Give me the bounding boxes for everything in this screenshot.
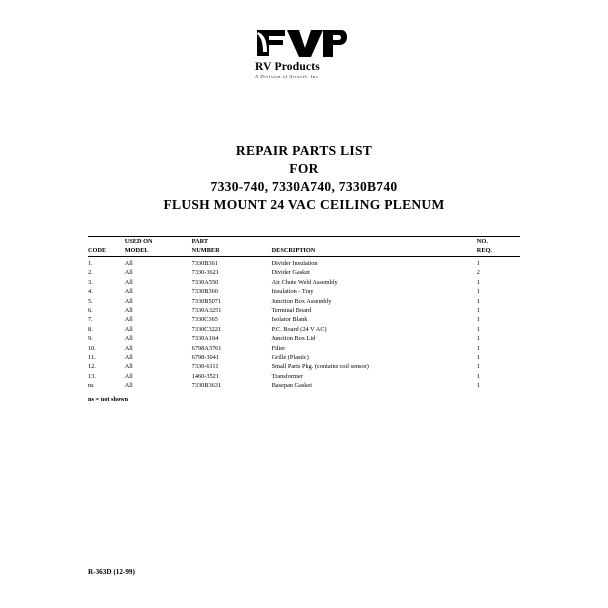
cell-model: All — [124, 363, 133, 371]
cell-quantity: 1 — [476, 288, 480, 296]
cell-code: 1. — [88, 260, 93, 267]
title-line-2: FOR — [289, 161, 319, 176]
cell-part-number: 7330B361 — [191, 260, 218, 267]
table-row — [88, 325, 520, 334]
cell-part-number: 7330A104 — [191, 335, 219, 343]
cell-code: 6. — [88, 307, 93, 315]
cell-quantity: 1 — [476, 297, 480, 305]
document-footer-code: R-363D (12-99) — [88, 568, 135, 576]
cell-model: All — [124, 325, 133, 333]
cell-quantity: 1 — [476, 344, 480, 352]
cell-model: All — [124, 288, 133, 296]
cell-model: All — [124, 354, 133, 362]
table-row — [88, 297, 520, 306]
cell-code: 12. — [88, 363, 96, 371]
cell-quantity: 1 — [476, 372, 480, 380]
cell-code: 3. — [88, 278, 93, 286]
table-row — [88, 287, 520, 296]
header-top-desc — [272, 237, 477, 247]
cell-part-number: 7330B360 — [191, 288, 218, 296]
table-row — [88, 306, 520, 315]
cell-code: 9. — [88, 335, 93, 343]
table-header-row-bottom — [88, 246, 520, 257]
cell-description: Isolator Blank — [271, 316, 308, 324]
table-row — [88, 372, 520, 381]
header-req: REQ. — [477, 246, 520, 257]
cell-description: Transformer — [271, 372, 303, 380]
cell-code: 7. — [88, 316, 93, 324]
table-row — [88, 268, 520, 277]
cell-part-number: 1460-3521 — [191, 372, 219, 380]
cell-description: Basepan Gasket — [271, 382, 312, 390]
header-number: NUMBER — [192, 246, 272, 257]
parts-table — [88, 236, 520, 391]
header-model: MODEL — [125, 246, 192, 257]
cell-part-number: 7330A3251 — [191, 307, 222, 315]
header-code: CODE — [88, 246, 125, 257]
cell-part-number: 7330B5071 — [191, 297, 222, 305]
table-row — [88, 315, 520, 324]
cell-quantity: 1 — [476, 382, 480, 390]
cell-code: 5. — [88, 297, 93, 305]
cell-part-number: 6798-3041 — [191, 354, 219, 362]
cell-quantity: 2 — [476, 269, 480, 277]
cell-model: All — [124, 316, 133, 324]
table-row — [88, 278, 520, 287]
cell-description: P.C. Board (24 V AC) — [271, 325, 327, 333]
parts-table-head — [88, 237, 520, 257]
cell-model: All — [124, 297, 133, 305]
cell-code: 2. — [88, 269, 93, 277]
cell-model: All — [124, 372, 133, 380]
cell-description: Air Chute Weld Assembly — [271, 278, 338, 286]
cell-code: 10. — [88, 344, 96, 352]
cell-part-number: 7330-3621 — [191, 269, 219, 277]
title-line-1: REPAIR PARTS LIST — [235, 143, 373, 158]
cell-part-number: 7330A550 — [191, 278, 219, 286]
table-row — [88, 344, 520, 353]
cell-description: Junction Box Assembly — [271, 297, 332, 305]
cell-model: All — [124, 269, 133, 277]
cell-quantity: 1 — [476, 307, 480, 315]
header-top-part: PART — [191, 238, 209, 245]
table-row — [88, 334, 520, 343]
cell-model: All — [124, 278, 133, 286]
cell-quantity: 1 — [476, 260, 480, 267]
cell-code: 8. — [88, 325, 93, 333]
cell-code: 11. — [88, 354, 96, 362]
cell-quantity: 1 — [476, 335, 480, 343]
title-line-4: FLUSH MOUNT 24 VAC CEILING PLENUM — [163, 197, 445, 212]
cell-description: Filter — [271, 344, 286, 352]
cell-part-number: 6798A3761 — [191, 344, 222, 352]
cell-quantity: 1 — [476, 363, 480, 371]
cell-part-number: 7330C3221 — [191, 325, 222, 333]
cell-description: Divider Insulation — [271, 260, 318, 267]
table-row — [88, 257, 520, 269]
cell-part-number: 7330C365 — [191, 316, 218, 324]
company-logo — [255, 26, 365, 79]
table-row — [88, 381, 520, 390]
rvp-logo-icon — [255, 26, 347, 60]
header-description: DESCRIPTION — [272, 246, 477, 257]
logo-brand-text: RV Products — [255, 61, 320, 73]
cell-quantity: 1 — [476, 354, 480, 362]
header-top-used-on: USED ON — [124, 238, 153, 245]
parts-table-body — [88, 257, 520, 391]
cell-description: Junction Box Lid — [271, 335, 316, 343]
cell-quantity: 1 — [476, 278, 480, 286]
cell-quantity: 1 — [476, 316, 480, 324]
cell-code: ns — [88, 382, 94, 390]
cell-quantity: 1 — [476, 325, 480, 333]
title-line-3: 7330-740, 7330A740, 7330B740 — [210, 179, 398, 194]
cell-model: All — [124, 260, 133, 267]
cell-description: Divider Gasket — [271, 269, 310, 277]
logo-tagline-text: A Division of Airxcel, Inc. — [255, 74, 321, 79]
cell-model: All — [124, 335, 133, 343]
table-row — [88, 362, 520, 371]
table-header-row-top — [88, 237, 520, 247]
cell-description: Small Parts Pkg. (contains coil sensor) — [271, 363, 369, 371]
table-row — [88, 353, 520, 362]
header-top-no: NO. — [476, 238, 488, 245]
cell-code: 4. — [88, 288, 93, 296]
cell-model: All — [124, 382, 133, 390]
not-shown-note: ns = not shown — [88, 396, 129, 403]
cell-description: Grille (Plastic) — [271, 354, 309, 362]
cell-code: 13. — [88, 372, 96, 380]
header-top-code — [88, 237, 125, 247]
parts-table-wrapper — [88, 236, 520, 391]
cell-description: Insulation - Tray — [271, 288, 314, 296]
cell-model: All — [124, 307, 133, 315]
page-title — [0, 142, 608, 214]
cell-part-number: 7330-6111 — [191, 363, 219, 371]
cell-part-number: 7330B3631 — [191, 382, 222, 390]
cell-model: All — [124, 344, 133, 352]
cell-description: Terminal Board — [271, 307, 312, 315]
